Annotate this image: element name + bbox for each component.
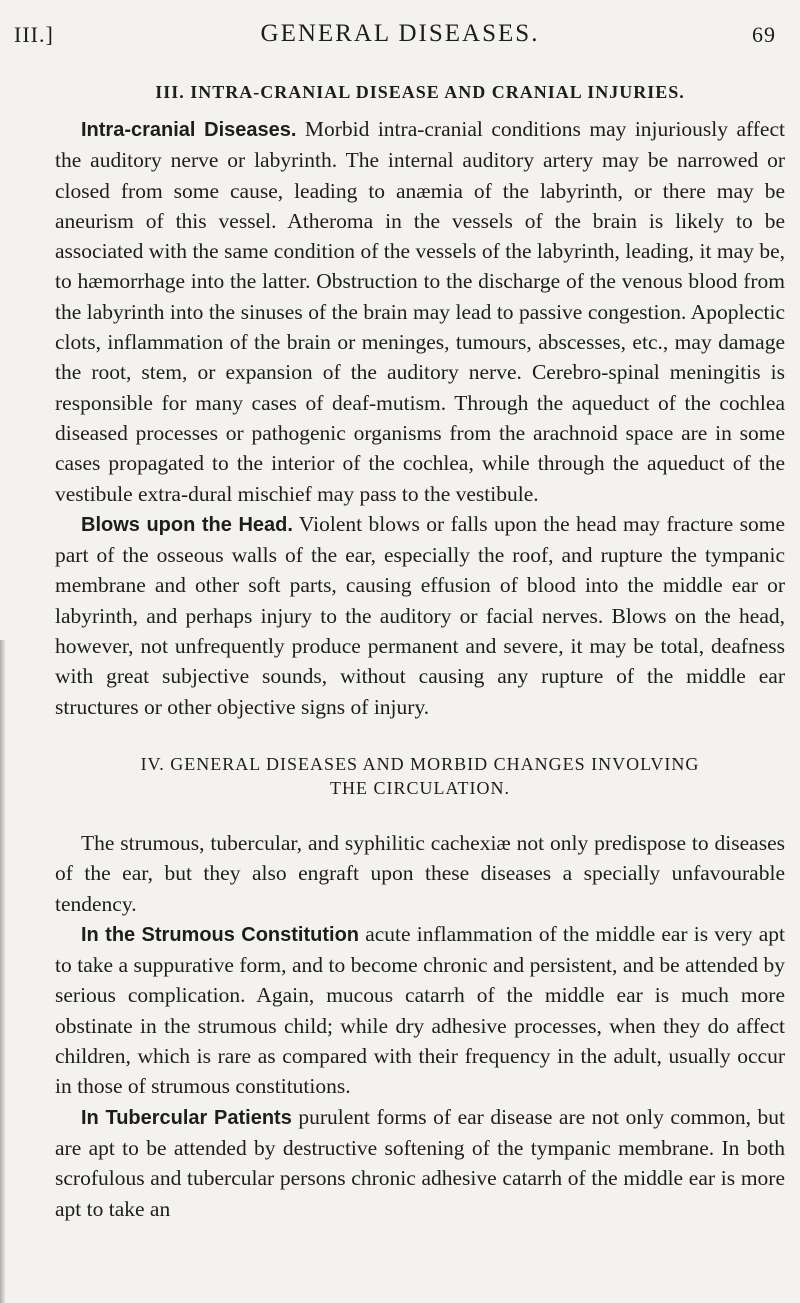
running-head — [0, 10, 800, 50]
paragraph-intra-cranial — [55, 114, 785, 509]
section-heading-iv — [55, 752, 785, 800]
paragraph-cachexiae: The strumous, tubercular, and syphilitic cachexiæ not only predispose to diseases of the ear, but they also engraft upon these diseases a specially unfavourable tendency. — [55, 830, 785, 916]
paragraph-text: Violent blows or falls upon the head may fracture some part of the osseous walls of the ear, especially the roof, and rupture the tympanic membrane and other soft parts, causing effusion of blood into the middle ear or labyrinth, and perhaps injury to the auditory or facial nerves. Blows on the head, however, not unfrequently produce permanent and severe, it may be total, deafness with great subjective sounds, without causing any rupture of the middle ear structures or other objective signs of injury. — [55, 511, 785, 719]
paragraph-text: purulent forms of ear disease are not only common, but are apt to be attended by destructive softening of the tympanic membrane. In both scrofulous and tubercular persons chronic adhesive catarrh of the middle ear is more apt to take an — [55, 1104, 785, 1221]
paragraph-text: acute inflammation of the middle ear is very apt to take a suppurative form, and to become chronic and persistent, and be attended by serious complication. Again, mucous catarrh of the middle ear is much more obstinate in the strumous child; while dry adhesive processes, when they do affect children, which is rare as compared with their frequency in the adult, usually occur in those of strumous constitutions. — [55, 921, 785, 1099]
heading-line: THE CIRCULATION. — [330, 777, 510, 798]
page-body — [55, 72, 785, 1224]
paragraph-blows-head — [55, 509, 785, 722]
paragraph-text: Morbid intra-cranial conditions may injuriously affect the auditory nerve or labyrinth. The internal auditory artery may be narrowed or closed from some cause, leading to anæmia of the labyrinth, or there may be aneurism of this vessel. Atheroma in the vessels of the brain is likely to be associated with the same condition of the vessels of the labyrinth, leading, it may be, to hæmorrhage into the latter. Obstruction to the discharge of the venous blood from the labyrinth into the sinuses of the brain may lead to passive congestion. Apoplectic clots, inflammation of the brain or meninges, tumours, abscesses, etc., may damage the root, stem, or expansion of the auditory nerve. Cerebro-spinal meningitis is responsible for many cases of deaf-mutism. Through the aqueduct of the cochlea diseased processes or pathogenic organisms from the arachnoid space are in some cases propagated to the interior of the cochlea, while through the aqueduct of the vestibule extra-dural mischief may pass to the vestibule. — [55, 117, 785, 506]
heading-line: IV. GENERAL DISEASES AND MORBID CHANGES INVOLVING — [140, 753, 700, 774]
section-heading-iii: III. INTRA-CRANIAL DISEASE AND CRANIAL INJURIES. — [155, 82, 685, 102]
paragraph-tubercular — [55, 1102, 785, 1224]
paragraph-strumous — [55, 919, 785, 1102]
paragraph-lead: Blows upon the Head. — [81, 513, 293, 536]
page-edge-shadow — [0, 640, 6, 1303]
paragraph-lead: In the Strumous Constitution — [81, 923, 360, 946]
paragraph-lead: Intra-cranial Diseases. — [81, 119, 297, 141]
paragraph-lead: In Tubercular Patients — [81, 1106, 292, 1129]
chapter-marker: III.] — [14, 22, 54, 47]
page-number: 69 — [752, 22, 776, 47]
running-title: GENERAL DISEASES. — [260, 20, 540, 47]
